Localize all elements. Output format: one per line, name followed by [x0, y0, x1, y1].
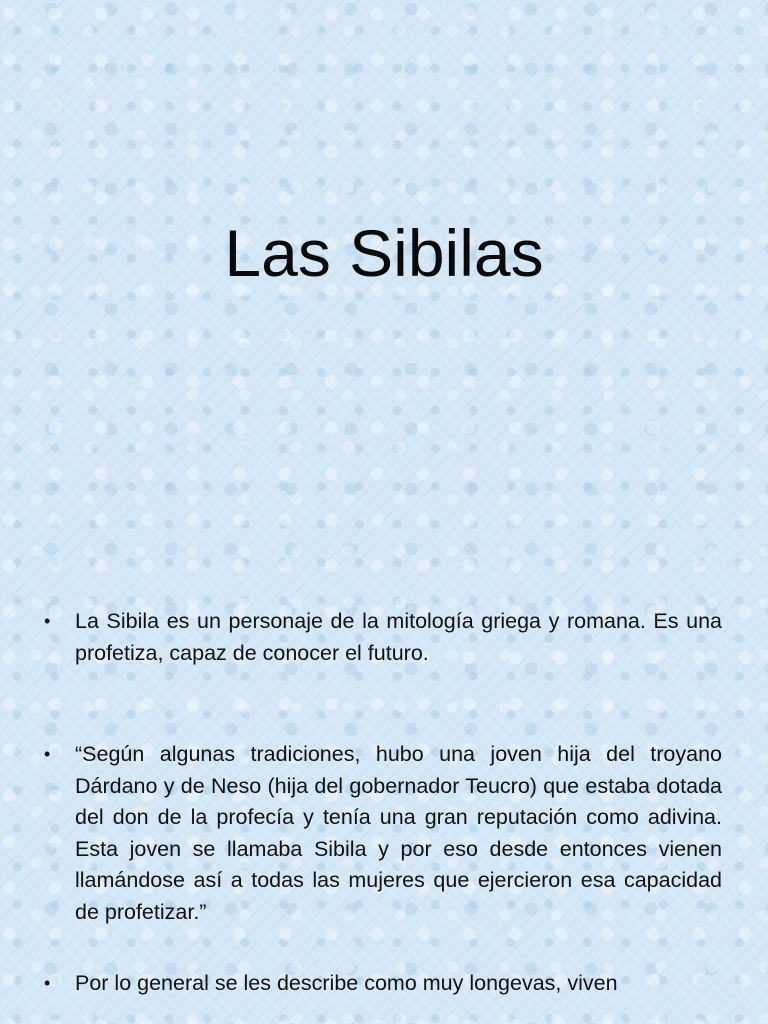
bullet-list	[44, 606, 722, 1000]
bullet-text: Por lo general se les describe como muy longevas, viven	[75, 971, 618, 995]
bullet-item	[44, 968, 722, 1000]
slide-title: Las Sibilas	[224, 216, 544, 290]
bullet-text: “Según algunas tradiciones, hubo una joven hija del troyano Dárdano y de Neso (hija del gobernador Teucro) que estaba dotada del don de la profecía y tenía una gran reputación como adivina. Esta joven se llamaba Sibila y por eso desde entonces vienen llamándose así a todas las mujeres que ejercieron esa capacidad de profetizar.”	[75, 742, 722, 924]
bullet-item	[44, 606, 722, 669]
bullet-marker: •	[44, 973, 51, 993]
bullet-marker: •	[44, 744, 51, 764]
bullet-item	[44, 739, 722, 928]
bullet-marker: •	[44, 611, 51, 631]
bullet-text: La Sibila es un personaje de la mitología griega y romana. Es una profetiza, capaz de conocer el futuro.	[75, 609, 722, 665]
